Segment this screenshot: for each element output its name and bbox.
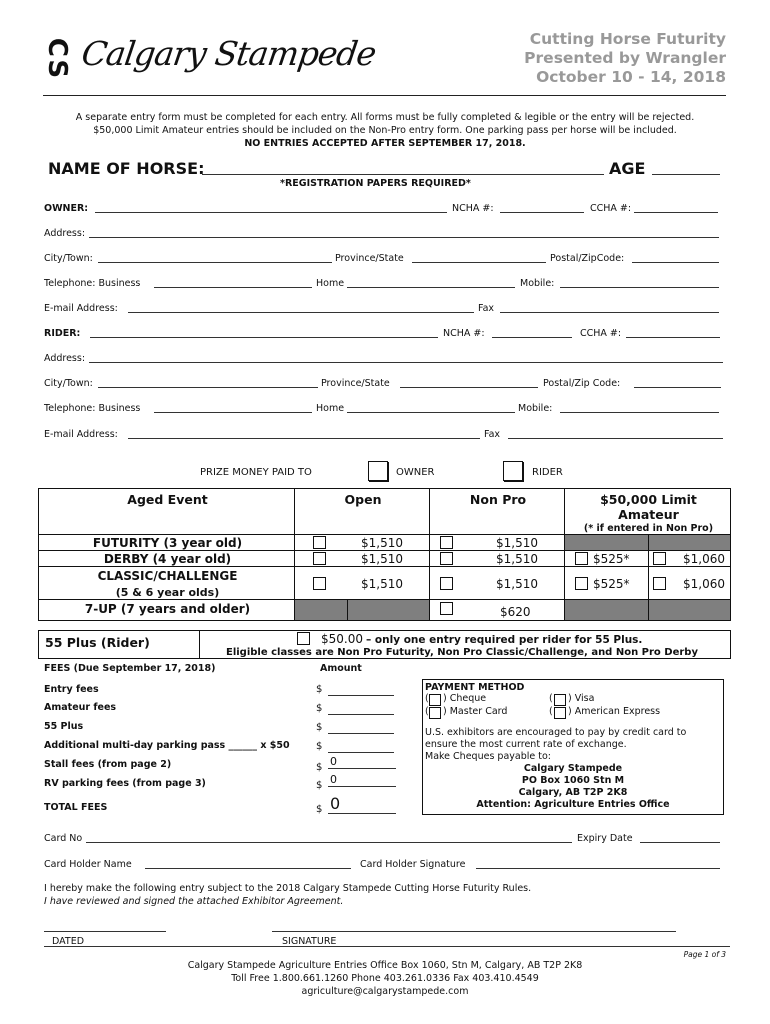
entry-fees-label: Entry fees <box>44 684 99 695</box>
rider-postal-field[interactable] <box>634 378 721 388</box>
7up-open-na-2 <box>347 599 430 621</box>
owner-address-label: Address: <box>44 228 86 239</box>
card-holder-name-field[interactable] <box>145 859 351 869</box>
signature-line[interactable] <box>272 931 676 932</box>
owner-city-field[interactable] <box>98 253 332 263</box>
rider-postal-label: Postal/Zip Code: <box>543 378 621 389</box>
payment-note-2: ensure the most current rate of exchange. <box>425 739 627 750</box>
payment-visa-label: ) Visa <box>568 693 595 704</box>
prize-money-label: PRIZE MONEY PAID TO <box>200 467 312 478</box>
signature-underline <box>44 946 730 947</box>
plus55-fees-label: 55 Plus <box>44 721 84 732</box>
intro-line-1: A separate entry form must be completed for each entry. All forms must be fully completed & legible or the entry will be rejected. <box>75 112 695 123</box>
fees-header: FEES (Due September 17, 2018) <box>44 663 216 674</box>
card-number-label: Card No <box>44 833 83 844</box>
rider-ccha-label: CCHA #: <box>580 328 622 339</box>
owner-province-field[interactable] <box>412 253 546 263</box>
payment-cheque-paren-open: ( <box>425 693 429 704</box>
stall-fees-dollar: $ <box>316 762 323 773</box>
owner-phone-business-field[interactable] <box>154 278 312 288</box>
classic-nonpro-checkbox[interactable] <box>440 577 453 590</box>
7up-amateur-na-2 <box>648 599 731 621</box>
futurity-nonpro-fee: $1,510 <box>496 536 538 550</box>
footer-address: Calgary Stampede Agriculture Entries Office Box 1060, Stn M, Calgary, AB T2P 2K8 <box>187 960 583 971</box>
rider-address-label: Address: <box>44 353 86 364</box>
owner-province-label: Province/State <box>335 253 404 264</box>
plus55-box <box>38 630 731 659</box>
dated-label: DATED <box>52 936 85 947</box>
plus55-label: 55 Plus (Rider) <box>45 635 150 650</box>
card-holder-signature-label: Card Holder Signature <box>360 859 466 870</box>
head-amateur-cell <box>564 488 731 535</box>
parking-fees-text: Additional multi-day parking pass ______ x $50 <box>44 740 290 751</box>
amateur-fees-label: Amateur fees <box>44 702 117 713</box>
card-holder-name-label: Card Holder Name <box>44 859 132 870</box>
rider-ncha-field[interactable] <box>492 328 572 338</box>
prize-owner-checkbox[interactable] <box>368 461 388 481</box>
payment-title: PAYMENT METHOD <box>425 682 525 693</box>
head-nonpro-cell <box>429 488 565 535</box>
fees-amount-header: Amount <box>320 663 362 674</box>
owner-address-field[interactable] <box>89 228 719 238</box>
age-label: AGE <box>609 159 646 178</box>
owner-ccha-field[interactable] <box>634 203 718 213</box>
stall-fees-label: Stall fees (from page 2) <box>44 759 172 770</box>
derby-nonpro-fee: $1,510 <box>496 552 538 566</box>
payment-city: Calgary, AB T2P 2K8 <box>518 787 628 798</box>
payment-mc-paren-open: ( <box>425 706 429 717</box>
owner-label: OWNER: <box>44 203 89 214</box>
owner-fax-label: Fax <box>478 303 495 314</box>
payment-visa-text: Visa <box>574 693 595 704</box>
rider-name-field[interactable] <box>90 328 438 338</box>
payment-visa-checkbox[interactable] <box>554 694 566 706</box>
classic-open-checkbox[interactable] <box>313 577 326 590</box>
event-sponsor: Presented by Wrangler <box>524 49 726 67</box>
owner-ncha-field[interactable] <box>500 203 584 213</box>
row-derby-am2-cell <box>648 550 731 567</box>
row-futurity-event-cell <box>38 534 295 551</box>
rv-fees-dollar: $ <box>316 780 323 791</box>
owner-ncha-label: NCHA #: <box>452 203 494 214</box>
event-title: Cutting Horse Futurity <box>529 30 726 48</box>
agreement-line-2: I have reviewed and signed the attached Exhibitor Agreement. <box>44 896 344 907</box>
rider-label: RIDER: <box>44 328 81 339</box>
expiry-field[interactable] <box>640 833 720 843</box>
card-number-field[interactable] <box>86 833 572 843</box>
row-7up-nonpro-cell <box>429 599 565 621</box>
row-futurity-nonpro-cell <box>429 534 565 551</box>
row-futurity-open-cell <box>294 534 430 551</box>
row-7up-event: 7-UP (7 years and older) <box>84 602 251 616</box>
intro-line-2: $50,000 Limit Amateur entries should be included on the Non-Pro entry form. One parking pass per horse will be included. <box>93 125 677 136</box>
event-dates: October 10 - 14, 2018 <box>536 68 726 86</box>
owner-fax-field[interactable] <box>500 303 719 313</box>
payment-mastercard-label: ) Master Card <box>443 706 508 717</box>
rider-fax-field[interactable] <box>508 429 723 439</box>
row-classic-event-ages: (5 & 6 year olds) <box>115 586 220 599</box>
derby-amateur-1060-fee: $1,060 <box>683 552 725 566</box>
parking-fees-field[interactable] <box>328 739 394 753</box>
card-holder-signature-field[interactable] <box>476 859 720 869</box>
plus55-fees-field[interactable] <box>328 720 394 734</box>
prize-rider-label: RIDER <box>532 467 563 478</box>
payment-amex-label: ) American Express <box>568 706 661 717</box>
payment-cheque-text: Cheque <box>449 693 487 704</box>
horse-name-field[interactable] <box>202 165 604 175</box>
row-classic-open-cell <box>294 566 430 600</box>
dated-line[interactable] <box>44 931 166 932</box>
rider-phone-label: Telephone: Business <box>44 403 141 414</box>
rider-city-field[interactable] <box>98 378 318 388</box>
payment-note-1: U.S. exhibitors are encouraged to pay by credit card to <box>425 727 687 738</box>
row-derby-event: DERBY (4 year old) <box>103 552 232 566</box>
owner-city-label: City/Town: <box>44 253 93 264</box>
total-fees-field[interactable]: 0 <box>328 794 396 814</box>
rider-home-label: Home <box>316 403 345 414</box>
rider-mobile-field[interactable] <box>560 403 719 413</box>
futurity-amateur-na-1 <box>564 534 649 551</box>
payment-cheque-label: ) Cheque <box>443 693 487 704</box>
intro-deadline: NO ENTRIES ACCEPTED AFTER SEPTEMBER 17, 2018. <box>244 138 526 149</box>
cs-logo-letters: CS <box>42 37 72 81</box>
age-field[interactable] <box>652 165 720 175</box>
footer-email: agriculture@calgarystampede.com <box>301 986 469 997</box>
entry-table <box>38 488 731 621</box>
brand-wordmark: Calgary Stampede <box>79 34 379 73</box>
derby-nonpro-checkbox[interactable] <box>440 552 453 565</box>
rider-email-field[interactable] <box>128 429 480 439</box>
7up-open-na-1 <box>294 599 348 621</box>
row-derby-am1-cell <box>564 550 649 567</box>
rider-address-field[interactable] <box>89 353 723 363</box>
plus55-note: – only one entry required per rider for 55 Plus. <box>366 634 643 646</box>
amateur-fees-dollar: $ <box>316 703 323 714</box>
row-classic-event-cell <box>38 566 295 600</box>
plus55-eligible: Eligible classes are Non Pro Futurity, Non Pro Classic/Challenge, and Non Pro Derby <box>226 647 698 658</box>
page-number: Page 1 of 3 <box>683 950 726 959</box>
owner-name-field[interactable] <box>95 203 447 213</box>
classic-nonpro-fee: $1,510 <box>496 577 538 591</box>
head-amateur-2: Amateur <box>618 507 679 522</box>
owner-home-label: Home <box>316 278 345 289</box>
prize-rider-checkbox[interactable] <box>503 461 523 481</box>
owner-email-field[interactable] <box>128 303 474 313</box>
futurity-amateur-na-2 <box>648 534 731 551</box>
rider-province-label: Province/State <box>321 378 390 389</box>
payment-visa-paren-open: ( <box>549 693 553 704</box>
agreement-line-1: I hereby make the following entry subject to the 2018 Calgary Stampede Cutting Horse Futurity Rules. <box>44 883 532 894</box>
rider-province-field[interactable] <box>400 378 538 388</box>
rv-fees-label: RV parking fees (from page 3) <box>44 778 206 789</box>
owner-home-field[interactable] <box>347 278 515 288</box>
classic-amateur-1060-fee: $1,060 <box>683 577 725 591</box>
payment-attention: Attention: Agriculture Entries Office <box>476 799 670 810</box>
owner-phone-label: Telephone: Business <box>44 278 141 289</box>
parking-fees-label <box>44 740 290 751</box>
cs-logo <box>42 32 72 82</box>
derby-amateur-525-fee: $525* <box>593 552 630 566</box>
derby-amateur-1060-checkbox[interactable] <box>653 552 666 565</box>
rider-home-field[interactable] <box>347 403 515 413</box>
owner-mobile-field[interactable] <box>560 278 719 288</box>
7up-amateur-na-1 <box>564 599 649 621</box>
row-classic-event: CLASSIC/CHALLENGE <box>97 569 238 583</box>
stall-fees-field[interactable]: 0 <box>328 755 396 769</box>
row-derby-open-cell <box>294 550 430 567</box>
payment-note-3: Make Cheques payable to: <box>425 751 551 762</box>
entry-fees-field[interactable] <box>328 682 394 696</box>
head-open-cell <box>294 488 430 535</box>
expiry-label: Expiry Date <box>577 833 633 844</box>
7up-nonpro-fee: $620 <box>500 605 531 619</box>
futurity-open-checkbox[interactable] <box>313 536 326 549</box>
payment-amex-paren-open: ( <box>549 706 553 717</box>
plus55-fees-dollar: $ <box>316 722 323 733</box>
row-derby-event-cell <box>38 550 295 567</box>
classic-amateur-525-checkbox[interactable] <box>575 577 588 590</box>
horse-name-label: NAME OF HORSE: <box>48 159 205 178</box>
rider-city-label: City/Town: <box>44 378 93 389</box>
amateur-fees-field[interactable] <box>328 701 394 715</box>
head-amateur-3: (* if entered in Non Pro) <box>583 523 714 534</box>
prize-owner-label: OWNER <box>396 467 435 478</box>
row-derby-nonpro-cell <box>429 550 565 567</box>
parking-fees-dollar: $ <box>316 741 323 752</box>
header-divider <box>43 95 726 96</box>
owner-email-label: E-mail Address: <box>44 303 118 314</box>
rv-fees-field[interactable]: 0 <box>328 773 396 787</box>
row-classic-nonpro-cell <box>429 566 565 600</box>
total-fees-dollar: $ <box>316 804 323 815</box>
rider-mobile-label: Mobile: <box>518 403 553 414</box>
owner-ccha-label: CCHA #: <box>590 203 632 214</box>
entry-fees-dollar: $ <box>316 684 323 695</box>
head-event: Aged Event <box>127 492 208 507</box>
7up-nonpro-checkbox[interactable] <box>440 602 453 615</box>
rider-phone-business-field[interactable] <box>154 403 312 413</box>
head-event-cell <box>38 488 295 535</box>
row-7up-event-cell <box>38 599 295 621</box>
derby-open-fee: $1,510 <box>361 552 403 566</box>
futurity-open-fee: $1,510 <box>361 536 403 550</box>
payment-mastercard-checkbox[interactable] <box>429 707 441 719</box>
futurity-nonpro-checkbox[interactable] <box>440 536 453 549</box>
payment-box <box>422 679 724 815</box>
plus55-label-cell <box>39 631 200 658</box>
rider-email-label: E-mail Address: <box>44 429 118 440</box>
footer-phones: Toll Free 1.800.661.1260 Phone 403.261.0336 Fax 403.410.4549 <box>231 973 539 984</box>
head-nonpro: Non Pro <box>469 492 527 507</box>
signature-label: SIGNATURE <box>282 936 337 947</box>
plus55-price: $50.00 <box>321 632 363 646</box>
head-amateur-1: $50,000 Limit <box>600 492 697 507</box>
owner-postal-field[interactable] <box>632 253 719 263</box>
derby-open-checkbox[interactable] <box>313 552 326 565</box>
payment-payee: Calgary Stampede <box>523 763 623 774</box>
classic-amateur-1060-checkbox[interactable] <box>653 577 666 590</box>
classic-open-fee: $1,510 <box>361 577 403 591</box>
row-classic-am1-cell <box>564 566 649 600</box>
payment-amex-checkbox[interactable] <box>554 707 566 719</box>
derby-amateur-525-checkbox[interactable] <box>575 552 588 565</box>
head-open: Open <box>344 492 382 507</box>
payment-cheque-checkbox[interactable] <box>429 694 441 706</box>
payment-mastercard-text: Master Card <box>449 706 508 717</box>
rider-fax-label: Fax <box>484 429 501 440</box>
owner-mobile-label: Mobile: <box>520 278 555 289</box>
rider-ncha-label: NCHA #: <box>443 328 485 339</box>
rider-ccha-field[interactable] <box>626 328 720 338</box>
papers-note: *REGISTRATION PAPERS REQUIRED* <box>280 178 471 189</box>
plus55-checkbox[interactable] <box>297 632 310 645</box>
classic-amateur-525-fee: $525* <box>593 577 630 591</box>
payment-amex-text: American Express <box>574 706 661 717</box>
owner-postal-label: Postal/ZipCode: <box>550 253 625 264</box>
row-futurity-event: FUTURITY (3 year old) <box>92 536 243 550</box>
row-classic-am2-cell <box>648 566 731 600</box>
total-fees-label: TOTAL FEES <box>44 802 108 813</box>
payment-box-address: PO Box 1060 Stn M <box>521 775 625 786</box>
